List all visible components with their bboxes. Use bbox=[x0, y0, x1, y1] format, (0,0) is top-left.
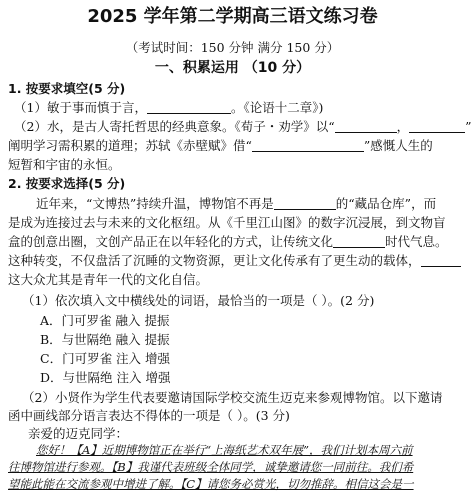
q2-passage-text-b: 的“藏品仓库”，而 bbox=[335, 196, 437, 211]
q1-item2-text-b: ， bbox=[396, 119, 410, 134]
q1-item2-line2-b: ”感慨人生的 bbox=[363, 138, 433, 153]
q1-item1 bbox=[14, 99, 323, 116]
letter-line1 bbox=[36, 442, 413, 459]
q1-item2 bbox=[14, 118, 472, 135]
q2-passage-text-c: 盒的创意出圈，文创产品正在以年轻化的方式，让传统文化 bbox=[8, 234, 334, 249]
letter-line3 bbox=[8, 476, 414, 493]
q1-item2-text-c: ” bbox=[465, 119, 472, 134]
option-d: D．与世隔绝 注入 增强 bbox=[40, 370, 171, 385]
letter-salutation: 亲爱的迈克同学： bbox=[28, 426, 129, 441]
q1-item2-text-a: （2）水，是古人寄托哲思的经典意象。《荀子・劝学》以“ bbox=[14, 119, 335, 134]
q2-passage-line4 bbox=[8, 252, 461, 269]
q1-item1-text-b: 。《论语十二章》) bbox=[230, 100, 324, 115]
section-heading: 一、积累运用 （10 分） bbox=[154, 60, 311, 76]
letter-line2 bbox=[8, 459, 413, 476]
exam-title: 2025 学年第二学期高三语文练习卷 bbox=[87, 6, 378, 27]
answer-blank bbox=[335, 119, 397, 133]
q1-item1-text-a: （1）敏于事而慎于言， bbox=[14, 100, 147, 115]
exam-meta: （考试时间：150 分钟 满分 150 分） bbox=[125, 40, 340, 55]
q2-passage-text-e: 这种转变，不仅盘活了沉睡的文物资源，更让文化传承有了更生动的载体， bbox=[8, 253, 421, 268]
answer-blank bbox=[274, 196, 336, 210]
option-c: C．门可罗雀 注入 增强 bbox=[40, 351, 171, 366]
option-b: B．与世隔绝 融入 提振 bbox=[40, 332, 170, 347]
q2-passage-line1 bbox=[36, 195, 436, 212]
q1-heading: 1. 按要求填空(5 分) bbox=[8, 81, 126, 96]
q2-passage-line5: 这大众尤其是青年一代的文化自信。 bbox=[8, 272, 209, 287]
letter-line3-text: 望能此能在交流参观中增进了解。【C】请您务必赏光，切勿推辞。相信这会是一 bbox=[8, 477, 414, 491]
q2-passage-line3 bbox=[8, 233, 448, 250]
answer-blank bbox=[147, 100, 231, 114]
answer-blank bbox=[252, 138, 364, 152]
q2-passage-line2: 是成为连接过去与未来的文化枢纽。从《千里江山图》的数字沉浸展，到文物盲 bbox=[8, 215, 446, 230]
q2-sub1: （1）依次填入文中横线处的词语，最恰当的一项是（ ）。(2 分) bbox=[22, 293, 375, 308]
q2-passage-text-a: 近年来，“文博热”持续升温，博物馆不再是 bbox=[36, 196, 274, 211]
q1-item2-line3: 短暂和宇宙的永恒。 bbox=[8, 157, 121, 172]
letter-line1-text: 您好！【A】近期博物馆正在举行“上海纸艺术双年展”，我们计划本周六前 bbox=[36, 443, 413, 457]
answer-blank bbox=[333, 234, 385, 248]
q2-heading: 2. 按要求选择(5 分) bbox=[8, 176, 126, 191]
answer-blank bbox=[409, 119, 465, 133]
letter-line2-text: 往博物馆进行参观。【B】我谨代表班级全体同学，诚挚邀请您一同前往。我们希 bbox=[8, 460, 414, 474]
q2-sub2-line2: 函中画线部分语言表达不得体的一项是（ ）。(3 分) bbox=[8, 408, 290, 423]
q1-item2-line2 bbox=[8, 137, 433, 154]
q2-sub2-line1: （2）小贤作为学生代表要邀请国际学校交流生迈克来参观博物馆。以下邀请 bbox=[22, 390, 443, 405]
answer-blank bbox=[421, 253, 461, 267]
q2-passage-text-d: 时代气息。 bbox=[385, 234, 448, 249]
q1-item2-line2-a: 阐明学习需积累的道理；苏轼《赤壁赋》借“ bbox=[8, 138, 252, 153]
option-a: A．门可罗雀 融入 提振 bbox=[40, 313, 170, 328]
